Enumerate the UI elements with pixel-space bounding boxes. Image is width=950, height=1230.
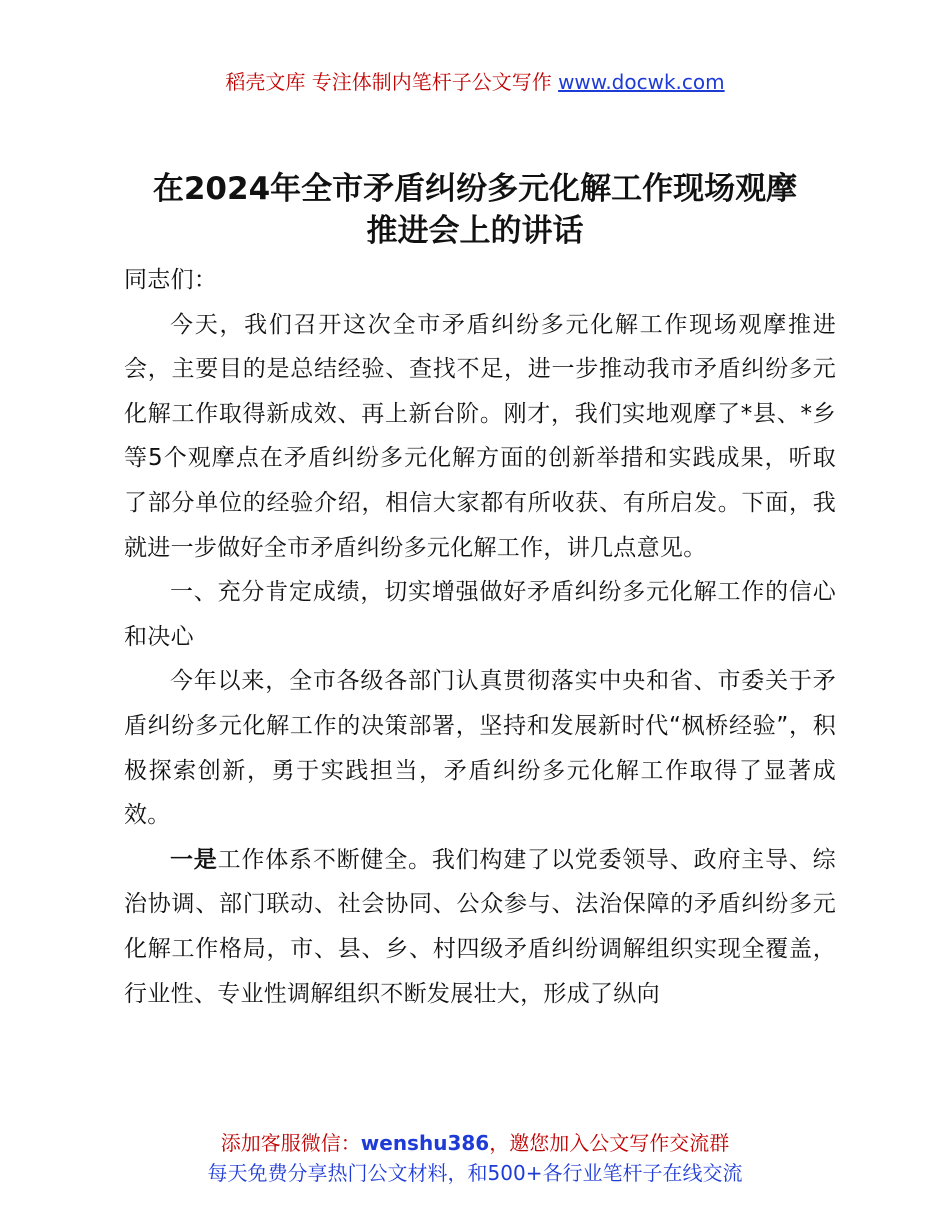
salutation: 同志们： xyxy=(124,267,218,293)
paragraph-opening: 今天，我们召开这次全市矛盾纠纷多元化解工作现场观摩推进会，主要目的是总结经验、查找不足，进一步推动我市矛盾纠纷多元化解工作取得新成效、再上新台阶。刚才，我们实地观摩了*县、*乡等5个观摩点在矛盾纠纷多元化解方面的创新举措和实践成果，听取了部分单位的经验介绍，相信大家都有所收获、有所启发。下面，我就进一步做好全市矛盾纠纷多元化解工作，讲几点意见。 xyxy=(124,311,836,561)
document-title-line-1: 在2024年全市矛盾纠纷多元化解工作现场观摩 xyxy=(152,171,798,207)
point-1-text: 工作体系不断健全。我们构建了以党委领导、政府主导、综治协调、部门联动、社会协同、公众参与、法治保障的矛盾纠纷多元化解工作格局，市、县、乡、村四级矛盾纠纷调解组织实现全覆盖，行业性、专业性调解组织不断发展壮大，形成了纵向 xyxy=(124,846,836,1007)
footer-line-2: 每天免费分享热门公文材料，和500+各行业笔杆子在线交流 xyxy=(207,1161,743,1185)
section-heading-1: 一、充分肯定成绩，切实增强做好矛盾纠纷多元化解工作的信心和决心 xyxy=(124,579,836,650)
document-body xyxy=(124,258,836,1016)
footer-suffix: ，邀您加入公文写作交流群 xyxy=(489,1131,730,1155)
document-title-line-2: 推进会上的讲话 xyxy=(366,213,584,249)
paragraph-point-1 xyxy=(124,838,836,1016)
point-1-lead: 一是 xyxy=(170,846,218,873)
footer-line-1 xyxy=(0,1128,950,1158)
document-title xyxy=(100,168,850,252)
header-banner xyxy=(0,68,950,96)
paragraph-achievements: 今年以来，全市各级各部门认真贯彻落实中央和省、市委关于矛盾纠纷多元化解工作的决策部署，坚持和发展新时代“枫桥经验”，积极探索创新，勇于实践担当，矛盾纠纷多元化解工作取得了显著成效。 xyxy=(124,668,836,829)
footer-banner xyxy=(0,1128,950,1188)
footer-prefix: 添加客服微信： xyxy=(220,1131,361,1155)
header-website-link[interactable]: www.docwk.com xyxy=(558,70,725,94)
footer-wechat-id: wenshu386 xyxy=(360,1131,490,1155)
header-brand-text: 稻壳文库 专注体制内笔杆子公文写作 xyxy=(225,70,559,94)
